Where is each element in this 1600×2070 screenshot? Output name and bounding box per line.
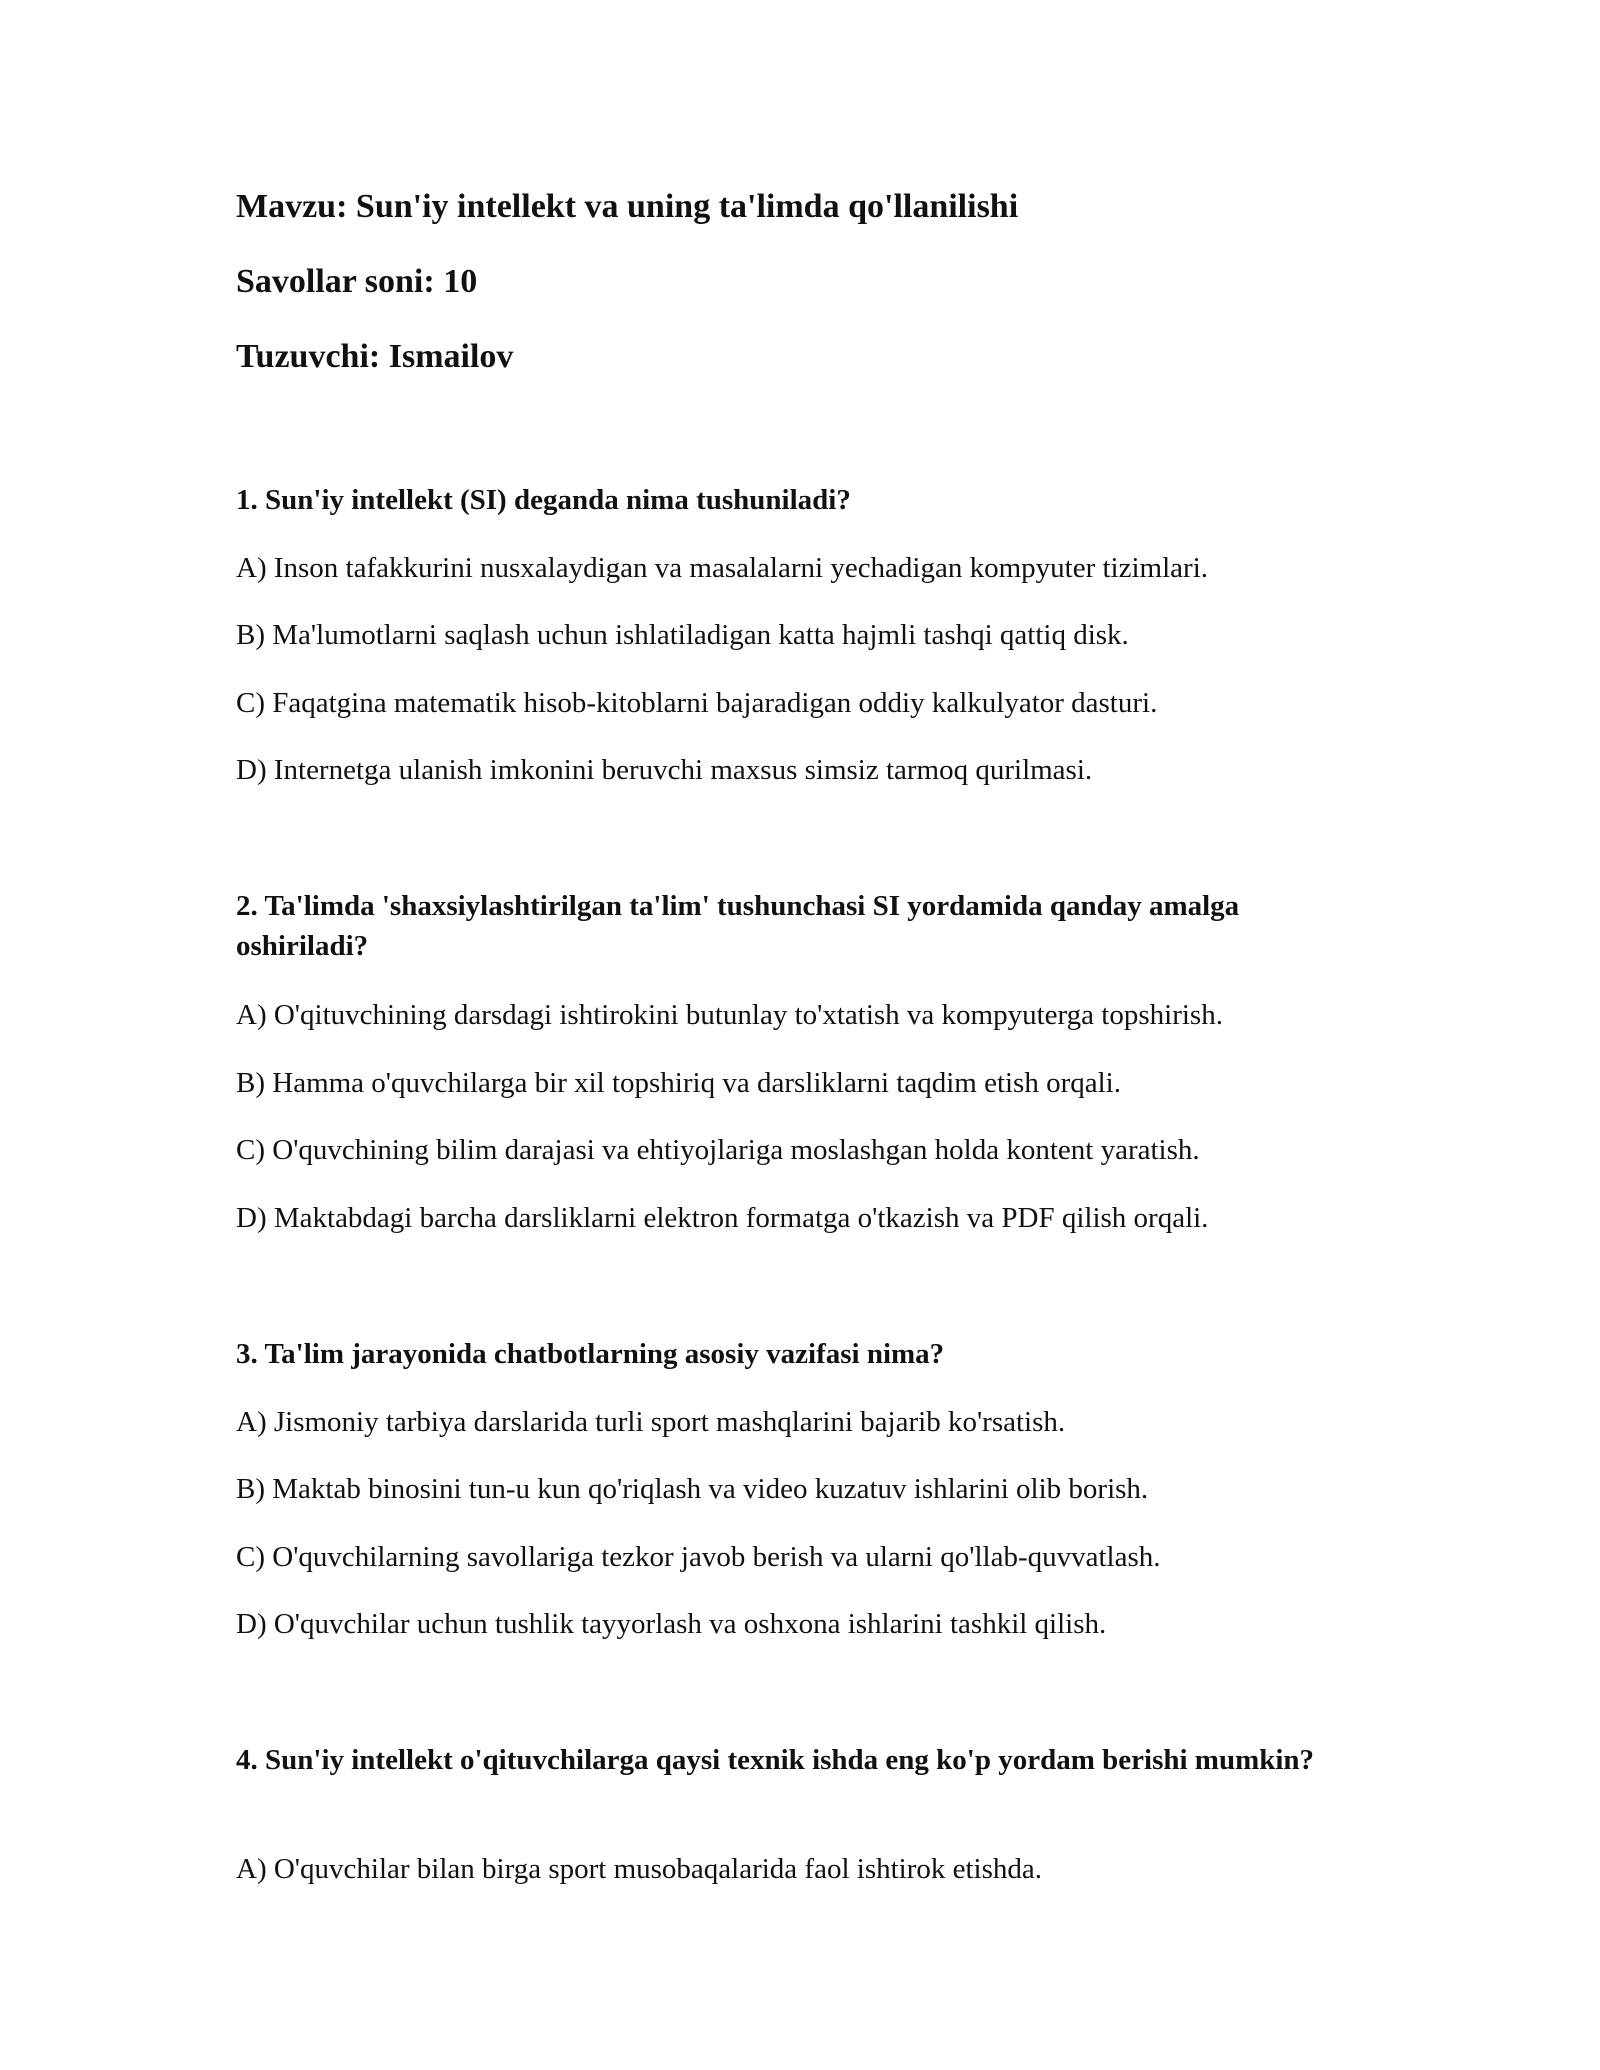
- question-4: 4. Sun'iy intellekt o'qituvchilarga qaysi texnik ishda eng ko'p yordam berishi mumkin?: [236, 1744, 1315, 1776]
- question-3: 3. Ta'lim jarayonida chatbotlarning asosiy vazifasi nima?: [236, 1338, 945, 1370]
- question-1-option-b: B) Ma'lumotlarni saqlash uchun ishlatiladigan katta hajmli tashqi qattiq disk.: [236, 619, 1129, 651]
- question-2-option-c: C) O'quvchining bilim darajasi va ehtiyojlariga moslashgan holda kontent yaratish.: [236, 1134, 1200, 1166]
- question-3-option-c: C) O'quvchilarning savollariga tezkor javob berish va ularni qo'llab-quvvatlash.: [236, 1541, 1161, 1573]
- question-1: 1. Sun'iy intellekt (SI) deganda nima tushuniladi?: [236, 484, 851, 516]
- question-1-option-d: D) Internetga ulanish imkonini beruvchi maxsus simsiz tarmoq qurilmasi.: [236, 754, 1093, 786]
- question-1-option-c: C) Faqatgina matematik hisob-kitoblarni bajaradigan oddiy kalkulyator dasturi.: [236, 687, 1158, 719]
- page-title: Mavzu: Sun'iy intellekt va uning ta'limda qo'llanilishi: [236, 188, 1019, 225]
- author-line: Tuzuvchi: Ismailov: [236, 338, 514, 375]
- question-3-option-d: D) O'quvchilar uchun tushlik tayyorlash va oshxona ishlarini tashkil qilish.: [236, 1608, 1107, 1640]
- question-1-option-a: A) Inson tafakkurini nusxalaydigan va masalalarni yechadigan kompyuter tizimlari.: [236, 552, 1208, 584]
- question-3-option-a: A) Jismoniy tarbiya darslarida turli sport mashqlarini bajarib ko'rsatish.: [236, 1406, 1066, 1438]
- question-4-option-a: A) O'quvchilar bilan birga sport musobaqalarida faol ishtirok etishda.: [236, 1853, 1043, 1885]
- question-2-option-d: D) Maktabdagi barcha darsliklarni elektron formatga o'tkazish va PDF qilish orqali.: [236, 1202, 1209, 1234]
- question-2-option-b: B) Hamma o'quvchilarga bir xil topshiriq va darsliklarni taqdim etish orqali.: [236, 1067, 1121, 1099]
- question-count: Savollar soni: 10: [236, 263, 478, 300]
- question-2-option-a: A) O'qituvchining darsdagi ishtirokini butunlay to'xtatish va kompyuterga topshirish.: [236, 999, 1223, 1031]
- question-2: 2. Ta'limda 'shaxsiylashtirilgan ta'lim' tushunchasi SI yordamida qanday amalga oshiriladi?: [236, 890, 1240, 962]
- question-3-option-b: B) Maktab binosini tun-u kun qo'riqlash va video kuzatuv ishlarini olib borish.: [236, 1473, 1149, 1505]
